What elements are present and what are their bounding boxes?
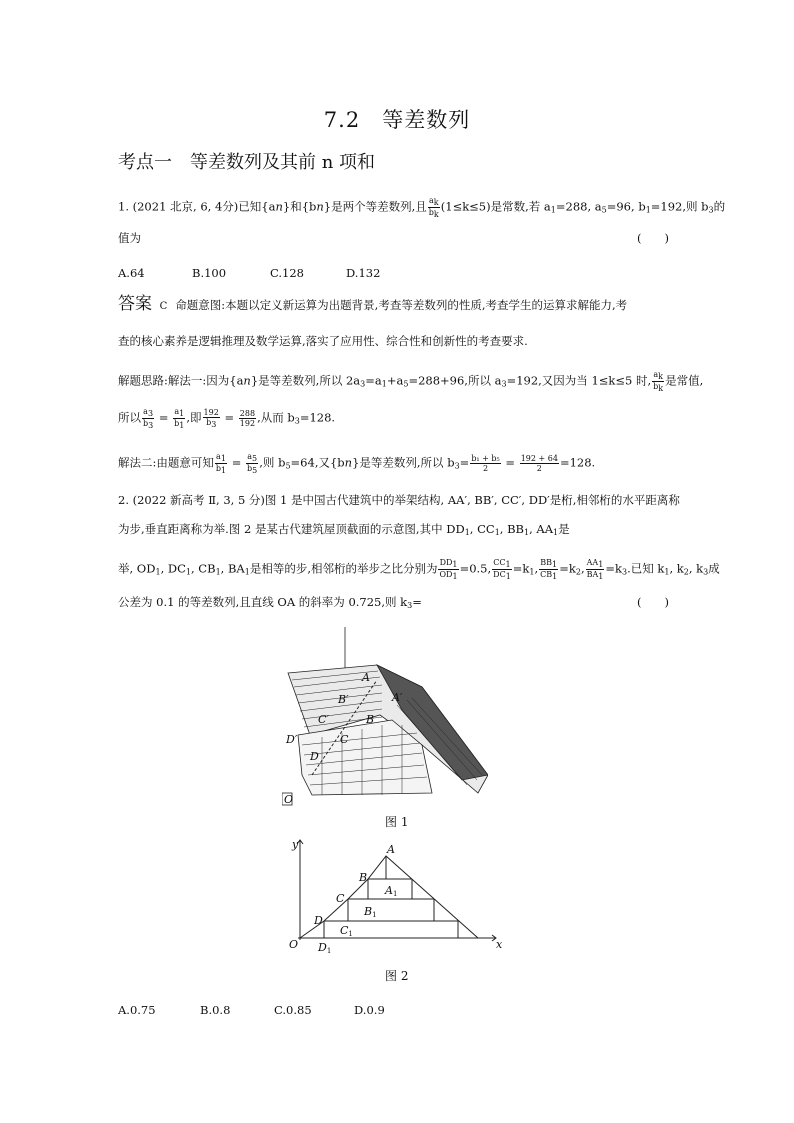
answer-line3: 解题思路:解法一:因为{an}是等差数列,所以 $2a_3=a_1+a_5=288+96$,所以 $a_3=192$,又因为当 1≤k≤5 时, $\frac{a_k}{b_k}$ 是常值, (118, 370, 704, 393)
answer-line1: 答案 C 命题意图:本题以定义新运算为出题背景,考查等差数列的性质,考查学生的运算求解能力,考 (118, 294, 628, 314)
fig2-label-a: A (387, 843, 395, 856)
fig1-label-c-prime: C′ (318, 713, 329, 726)
q2-line1: 2. (2022 新高考 Ⅱ, 3, 5 分)图 1 是中国古代建筑中的举架结构, AA′, BB′, CC′, DD′是桁,相邻桁的水平距离称 (118, 493, 680, 507)
answer-line2: 查的核心素养是逻辑推理及数学运算,落实了应用性、综合性和创新性的考查要求. (118, 334, 528, 348)
figure1-roof-illustration (282, 625, 488, 809)
q2-line2: 为步,垂直距离称为举.图 2 是某古代建筑屋顶截面的示意图,其中 $DD_1$, $CC_1$, $BB_1$, $AA_1$是 (118, 522, 570, 537)
q2-option-c: C.0.85 (274, 1003, 312, 1017)
fig2-label-d1: D1 (318, 941, 332, 955)
fig2-label-a1: A1 (385, 884, 398, 898)
fig1-label-b: B (366, 713, 375, 726)
q2-options (118, 999, 385, 1018)
fig1-label-a: A (362, 671, 370, 684)
q2-answer-bracket: ( ) (637, 595, 669, 609)
fig2-roof-line (300, 856, 478, 938)
fig1-label-a-prime: A′ (392, 691, 403, 704)
q1-answer-bracket: ( ) (637, 231, 669, 245)
fig2-label-o: O (289, 938, 299, 951)
q2-line3: 举, $OD_1$, $DC_1$, $CB_1$, $BA_1$是相等的步,相邻桁的举步之比分别为 $\frac{DD_1}{OD_1}$ =0.5, $\frac{CC_1}{DC_1}$ $=k_1$, $\frac{BB_1}{CB_1}$ $=k_2$, $\frac{AA_1}{BA_1}$ $=k_3$.已知 $k_1$, $k_2$, $k_3$成 (118, 558, 720, 581)
q2-line4: 公差为 0.1 的等差数列,且直线 OA 的斜率为 0.725,则 $k_3=$ (118, 595, 422, 610)
q1-line2: 值为 (118, 231, 141, 245)
q1-fraction: $\frac{a_k}{b_k}$ (428, 196, 439, 219)
q1-options (118, 262, 380, 281)
fig1-label-c: C (340, 733, 349, 746)
fig2-label-d: D (314, 914, 323, 927)
figure1-caption: 图 1 (385, 815, 409, 829)
fig1-label-o: O (284, 793, 294, 806)
q1-option-c: C.128 (270, 266, 304, 280)
fig2-label-x: x (496, 938, 503, 951)
answer-line5: 解法二:由题意可知 $\frac{a_1}{b_1}$ = $\frac{a_5}{b_5}$ ,则 $b_5=64$,又{bn}是等差数列,所以 $b_3=$ $\frac{\text{b₁ + b₅}}{2}$ = $\frac{192 + 64}{2}$ =128. (118, 452, 596, 475)
figure2-cross-section (286, 836, 506, 960)
page-title: 7.2 等差数列 (323, 108, 471, 132)
figure2-caption: 图 2 (385, 969, 409, 983)
q2-option-a: A.0.75 (118, 1003, 156, 1017)
section-heading: 考点一 等差数列及其前 n 项和 (118, 152, 376, 173)
fig1-label-d: D (310, 750, 319, 763)
fig2-label-y: y (292, 838, 299, 851)
q2-option-b: B.0.8 (200, 1003, 231, 1017)
q1-line1: 1. (2021 北京, 6, 4分)已知{an}和{bn}是两个等差数列,且 $\frac{a_k}{b_k}$ (1≤k≤5)是常数,若 $a_1=288$, $a_5=96$, $b_1=192$,则 $b_3$的 (118, 196, 726, 219)
fig2-label-b: B (359, 871, 368, 884)
answer-line4: 所以 $\frac{a_3}{b_3}$ = $\frac{a_1}{b_1}$ ,即 $\frac{192}{b_3}$ = $\frac{288}{192}$ ,从而 $b_3=128$. (118, 407, 336, 430)
q1-option-a: A.64 (118, 266, 145, 280)
q1-option-d: D.132 (346, 266, 381, 280)
fig2-label-c1: C1 (340, 924, 353, 938)
answer-label: 答案 (118, 294, 152, 314)
fig1-label-d-prime: D′ (286, 733, 298, 746)
fig2-label-b1: B1 (364, 905, 377, 919)
fig1-label-b-prime: B′ (338, 693, 349, 706)
q2-option-d: D.0.9 (354, 1003, 385, 1017)
q1-option-b: B.100 (192, 266, 227, 280)
fig2-label-c: C (336, 892, 345, 905)
